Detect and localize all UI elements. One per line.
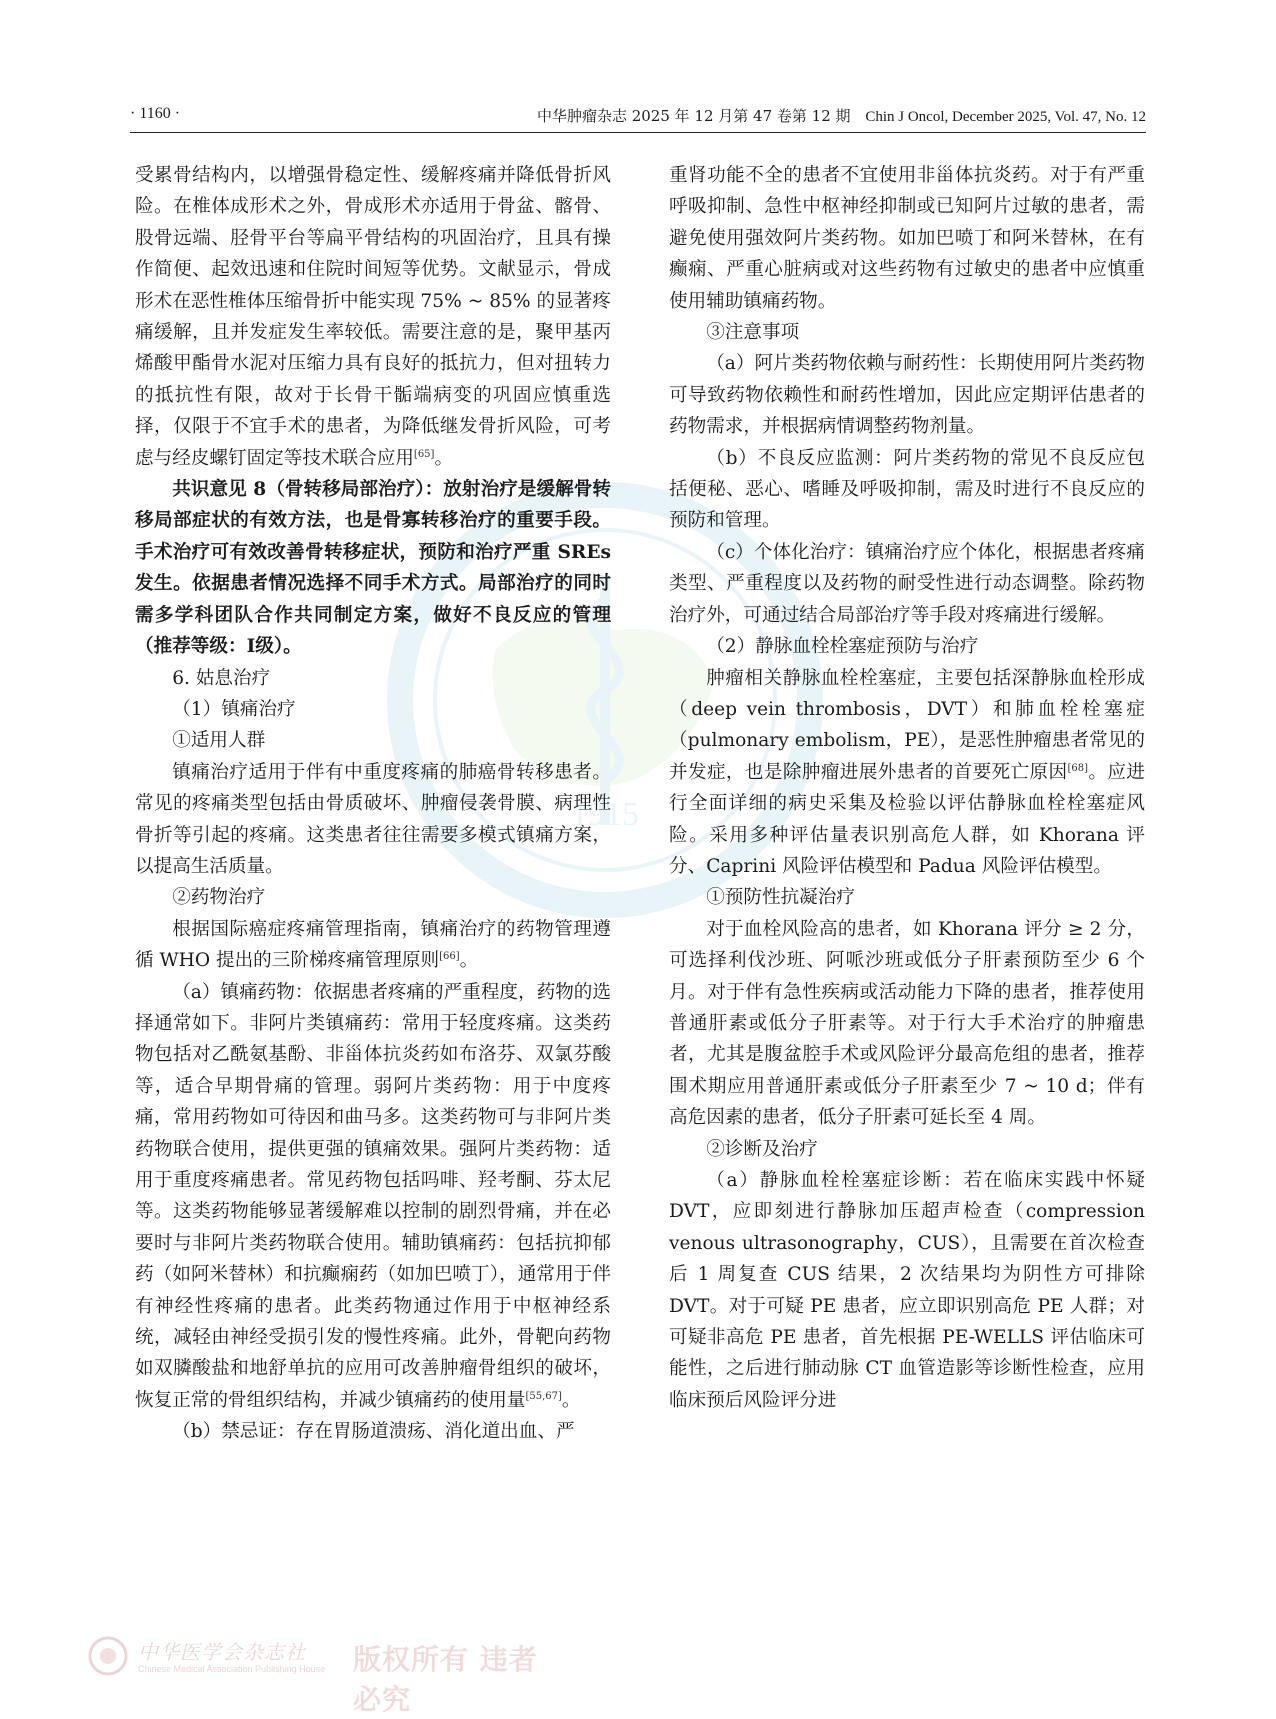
subsection-heading: ②药物治疗 (172, 887, 266, 909)
paragraph: （a）静脉血栓栓塞症诊断：若在临床实践中怀疑 DVT，应即刻进行静脉加压超声检查（compression venous ultrasonography，CUS），且需要在首次检查后 1 周复查 CUS 结果，2 次结果均为阴性方可排除 DVT。对于可疑 PE 患者，应立即识别高危 PE 人群；对可疑非高危 PE 患者，首先根据 PE-WELLS 评估临床可能性，之后进行肺动脉 CT 血管造影等诊断性检查，应用临床预后风险评分进 (669, 1170, 1145, 1411)
publisher-emblem-icon (88, 1636, 128, 1676)
subsection-heading: （1）镇痛治疗 (172, 698, 296, 720)
citation: [55,67] (525, 1390, 562, 1402)
right-column (669, 160, 1145, 1416)
subsection-heading: ③注意事项 (706, 322, 800, 344)
paragraph: （a）镇痛药物：依据患者疼痛的严重程度，药物的选择通常如下。非阿片类镇痛药：常用于轻度疼痛。这类药物包括对乙酰氨基酚、非甾体抗炎药如布洛芬、双氯芬酸等，适合早期骨痛的管理。弱阿片类药物：用于中度疼痛，常用药物如可待因和曲马多。这类药物可与非阿片类药物联合使用，提供更强的镇痛效果。强阿片类药物：适用于重度疼痛患者。常见药物包括吗啡、羟考酮、芬太尼等。这类药物能够显著缓解难以控制的剧烈骨痛，并在必要时与非阿片类药物联合使用。辅助镇痛药：包括抗抑郁药（如阿米替林）和抗癫痫药（如加巴喷丁），通常用于伴有神经性疼痛的患者。此类药物通过作用于中枢神经系统，减轻由神经受损引发的慢性疼痛。此外，骨靶向药物如双膦酸盐和地舒单抗的应用可改善肿瘤骨组织的破坏，恢复正常的骨组织结构，并减少镇痛药的使用量[55,67]。 (135, 981, 611, 1411)
subsection-heading: （2）静脉血栓栓塞症预防与治疗 (706, 636, 979, 658)
subsection-heading: ①预防性抗凝治疗 (706, 887, 855, 909)
paragraph: 肿瘤相关静脉血栓栓塞症，主要包括深静脉血栓形成（deep vein thrombosis，DVT）和肺血栓栓塞症（pulmonary embolism，PE），是恶性肿瘤患者常见的并发症，也是除肿瘤进展外患者的首要死亡原因[68]。应进行全面详细的病史采集及检验以评估静脉血栓栓塞症风险。采用多种评估量表识别高危人群，如 Khorana 评分、Caprini 风险评估模型和 Padua 风险评估模型。 (669, 667, 1145, 877)
paragraph: （b）禁忌证：存在胃肠道溃疡、消化道出血、严 (172, 1421, 575, 1443)
section-heading: 6. 姑息治疗 (172, 667, 271, 689)
publisher-name-en: Chinese Medical Association Publishing House (138, 1664, 326, 1674)
copyright-slogan: 版权所有 违者必究 (353, 1643, 538, 1716)
citation: [68] (1067, 762, 1089, 774)
paragraph: 重肾功能不全的患者不宜使用非甾体抗炎药。对于有严重呼吸抑制、急性中枢神经抑制或已知阿片过敏的患者，需避免使用强效阿片类药物。如加巴喷丁和阿米替林，在有癫痫、严重心脏病或对这些药物有过敏史的患者中应慎重使用辅助镇痛药物。 (669, 165, 1145, 312)
journal-title-en: Chin J Oncol, December 2025, Vol. 47, No. 12 (865, 109, 1146, 125)
paragraph: 镇痛治疗适用于伴有中重度疼痛的肺癌骨转移患者。常见的疼痛类型包括由骨质破坏、肿瘤侵袭骨膜、病理性骨折等引起的疼痛。这类患者往往需要多模式镇痛方案，以提高生活质量。 (135, 761, 611, 877)
running-header (130, 105, 1146, 135)
consensus-statement: 共识意见 8（骨转移局部治疗）：放射治疗是缓解骨转移局部症状的有效方法，也是骨寡转移治疗的重要手段。手术治疗可有效改善骨转移症状，预防和治疗严重 SREs 发生。依据患者情况选择不同手术方式。局部治疗的同时需多学科团队合作共同制定方案，做好不良反应的管理（推荐等级：Ⅰ级）。 (135, 479, 611, 658)
paragraph: （a）阿片类药物依赖与耐药性：长期使用阿片类药物可导致药物依赖性和耐药性增加，因此应定期评估患者的药物需求，并根据病情调整药物剂量。 (669, 353, 1145, 438)
paragraph: （c）个体化治疗：镇痛治疗应个体化，根据患者疼痛类型、严重程度以及药物的耐受性进行动态调整。除药物治疗外，可通过结合局部治疗等手段对疼痛进行缓解。 (669, 541, 1145, 626)
citation: [65] (413, 448, 435, 460)
subsection-heading: ①适用人群 (172, 730, 266, 752)
paragraph: （b）不良反应监测：阿片类药物的常见不良反应包括便秘、恶心、嗜睡及呼吸抑制，需及时进行不良反应的预防和管理。 (669, 447, 1145, 532)
publisher-watermark (88, 1634, 548, 1716)
paragraph: 受累骨结构内，以增强骨稳定性、缓解疼痛并降低骨折风险。在椎体成形术之外，骨成形术亦适用于骨盆、髂骨、股骨远端、胫骨平台等扁平骨结构的巩固治疗，且具有操作简便、起效迅速和住院时间短等优势。文献显示，骨成形术在恶性椎体压缩骨折中能实现 75% ~ 85% 的显著疼痛缓解，且并发症发生率较低。需要注意的是，聚甲基丙烯酸甲酯骨水泥对压缩力具有良好的抵抗力，但对扭转力的抵抗性有限，故对于长骨干骺端病变的巩固应慎重选择，仅限于不宜手术的患者，为降低继发骨折风险，可考虑与经皮螺钉固定等技术联合应用[65]。 (135, 165, 611, 469)
journal-title-cn: 中华肿瘤杂志 2025 年 12 月第 47 卷第 12 期 (536, 107, 851, 125)
page-number: · 1160 · (130, 105, 181, 122)
paragraph: 根据国际癌症疼痛管理指南，镇痛治疗的药物管理遵循 WHO 提出的三阶梯疼痛管理原则[66]。 (135, 918, 611, 972)
subsection-heading: ②诊断及治疗 (706, 1138, 818, 1160)
left-column (135, 160, 611, 1448)
publisher-name-cn: 中华医学会杂志社 (138, 1640, 306, 1664)
header-rule (130, 132, 1146, 133)
paragraph: 对于血栓风险高的患者，如 Khorana 评分 ≥ 2 分，可选择利伐沙班、阿哌沙班或低分子肝素预防至少 6 个月。对于伴有急性疾病或活动能力下降的患者，推荐使用普通肝素或低分子肝素等。对于行大手术治疗的肿瘤患者，尤其是腹盆腔手术或风险评分最高危组的患者，推荐围术期应用普通肝素或低分子肝素至少 7 ~ 10 d；伴有高危因素的患者，低分子肝素可延长至 4 周。 (669, 918, 1145, 1129)
svg-text:1915: 1915 (571, 796, 639, 833)
journal-citation (537, 105, 1146, 126)
citation: [66] (439, 950, 460, 962)
